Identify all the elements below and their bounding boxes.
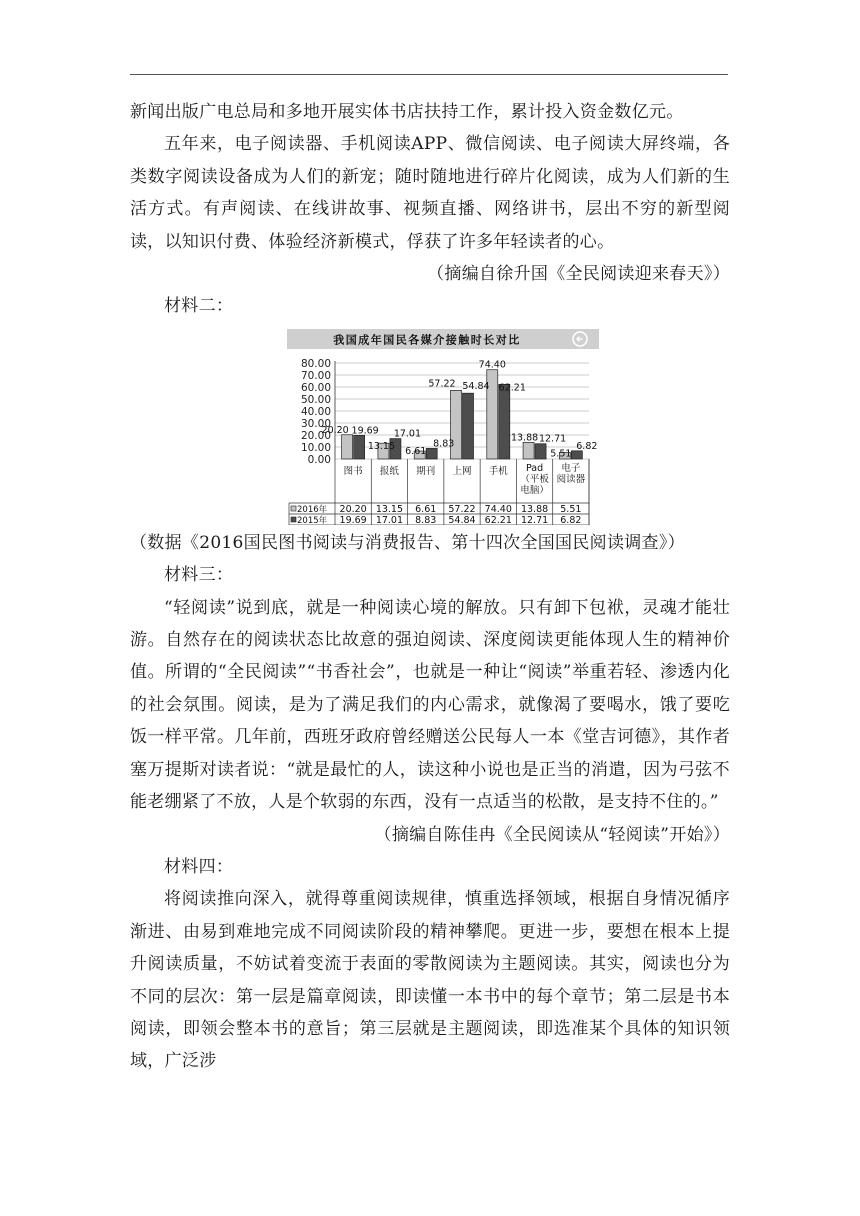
- chart-svg: [287, 329, 599, 525]
- table-cell: 20.20: [339, 504, 367, 516]
- table-cell: 54.84: [448, 515, 476, 525]
- material-3-label: 材料三：: [164, 565, 234, 586]
- data-label: 6.61: [405, 445, 427, 457]
- category-label: 期刊: [416, 465, 436, 477]
- table-cell: 13.15: [375, 504, 404, 516]
- category-label: 电脑）: [520, 484, 549, 496]
- bar-2015: [426, 448, 437, 459]
- document-body: [130, 96, 730, 1078]
- table-cell: 19.69: [339, 515, 367, 525]
- legend-swatch-2016: [291, 506, 296, 511]
- paragraph-3: “轻阅读”说到底，就是一种阅读心境的解放。只有卸下包袱，灵魂才能壮游。自然存在的阅读状态比故意的强迫阅读、深度阅读更能体现人生的精神价值。所谓的“全民阅读”“书香社会”，也就是一种让“阅读”举重若轻、渗透内化的社会氛围。阅读，是为了满足我们的内心需求，就像渴了要喝水，饿了要吃饭一样平常。几年前，西班牙政府曾经赠送公民每人一本《堂吉诃德》，其作者塞万提斯对读者说：“就是最忙的人，读这种小说也是正当的消遣，因为弓弦不能老绷紧了不放，人是个软弱的东西，没有一点适当的松散，是支持不住的。”: [130, 597, 730, 813]
- y-tick-label: 10.00: [300, 441, 331, 454]
- bar-2016: [523, 442, 534, 459]
- legend-label: 2016年: [297, 504, 328, 515]
- paragraph-2: 五年来，电子阅读器、手机阅读APP、微信阅读、电子阅读大屏终端，各类数字阅读设备成为人们的新宠；随时随地进行碎片化阅读，成为人们新的生活方式。有声阅读、在线讲故事、视频直播、网络讲书，层出不穷的新型阅读，以知识付费、体验经济新模式，俘获了许多年轻读者的心。: [130, 134, 730, 252]
- chart-title: 我国成年国民各媒介接触时长对比: [333, 333, 521, 347]
- source-citation-1: （摘编自徐升国《全民阅读迎来春天》）: [427, 264, 730, 285]
- category-label: 上网: [452, 465, 472, 477]
- data-label: 13.88: [510, 432, 539, 444]
- source-citation-3: （摘编自陈佳冉《全民阅读从“轻阅读”开始》）: [374, 824, 730, 845]
- legend-label: 2015年: [297, 515, 328, 525]
- category-label: 电子: [561, 462, 581, 474]
- y-tick-label: 70.00: [300, 369, 331, 382]
- data-label: 62.21: [498, 382, 526, 394]
- category-label: Pad: [525, 462, 544, 474]
- category-label: 阅读器: [556, 473, 586, 485]
- category-label: 图书: [343, 465, 363, 477]
- y-tick-label: 60.00: [300, 381, 331, 394]
- bar-2015: [571, 451, 582, 459]
- table-cell: 12.71: [520, 515, 549, 525]
- bar-2015: [354, 435, 365, 459]
- y-tick-label: 50.00: [300, 393, 331, 406]
- data-label: 6.82: [576, 440, 598, 452]
- material-4-label: 材料四：: [164, 856, 234, 877]
- y-tick-label: 30.00: [300, 417, 331, 430]
- data-label: 5.51: [550, 448, 572, 460]
- material-2-label: 材料二：: [164, 296, 234, 317]
- media-time-chart: [287, 329, 599, 525]
- data-label: 54.84: [462, 381, 490, 393]
- bar-2016: [342, 435, 353, 459]
- data-label: 12.71: [538, 433, 567, 445]
- category-label: 手机: [488, 465, 508, 477]
- y-tick-label: 0.00: [307, 453, 331, 466]
- data-label: 19.69: [351, 425, 379, 437]
- category-label: 报纸: [379, 465, 399, 477]
- category-label: （平板: [520, 473, 549, 485]
- table-cell: 17.01: [375, 515, 404, 525]
- y-tick-label: 20.00: [300, 429, 331, 442]
- table-cell: 5.51: [560, 504, 582, 516]
- table-cell: 13.88: [520, 504, 549, 516]
- table-cell: 74.40: [484, 504, 512, 516]
- legend-swatch-2015: [291, 517, 296, 522]
- data-label: 74.40: [478, 359, 506, 371]
- y-tick-label: 80.00: [300, 357, 331, 370]
- data-label: 57.22: [428, 378, 456, 390]
- bar-2015: [499, 384, 510, 459]
- data-label: 8.83: [433, 438, 455, 450]
- data-label: 20.20: [321, 424, 349, 436]
- table-cell: 8.83: [415, 515, 437, 525]
- data-label: 17.01: [393, 428, 422, 440]
- table-cell: 6.61: [415, 504, 437, 516]
- table-cell: 57.22: [448, 504, 476, 516]
- source-citation-2: （数据《2016国民图书阅读与消费报告、第十四次全国国民阅读调查》）: [130, 532, 685, 553]
- table-cell: 62.21: [484, 515, 512, 525]
- table-cell: 6.82: [560, 515, 582, 525]
- paragraph-1: 新闻出版广电总局和多地开展实体书店扶持工作，累计投入资金数亿元。: [130, 102, 684, 122]
- bar-2015: [535, 444, 546, 459]
- bar-2015: [463, 393, 474, 459]
- data-label: 13.15: [367, 441, 396, 453]
- y-tick-label: 40.00: [300, 405, 331, 418]
- header-rule: [130, 74, 728, 75]
- paragraph-4: 将阅读推向深入，就得尊重阅读规律，慎重选择领域，根据自身情况循序渐进、由易到难地完成不同阅读阶段的精神攀爬。更进一步，要想在根本上提升阅读质量，不妨试着变流于表面的零散阅读为主题阅读。其实，阅读也分为不同的层次：第一层是篇章阅读，即读懂一本书中的每个章节；第二层是书本阅读，即领会整本书的意旨；第三层就是主题阅读，即选准某个具体的知识领域，广泛涉: [130, 889, 730, 1072]
